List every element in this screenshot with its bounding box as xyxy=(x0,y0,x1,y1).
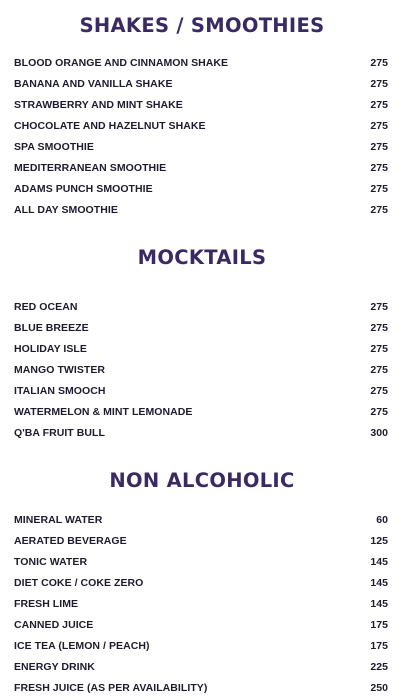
menu-item xyxy=(14,659,388,675)
menu-item-price: 275 xyxy=(370,78,388,90)
menu-item-name: MINERAL WATER xyxy=(14,514,103,526)
section-title: MOCKTAILS xyxy=(137,246,267,269)
section-non-alcoholic xyxy=(0,469,404,493)
menu-item xyxy=(14,425,388,441)
menu-item-price: 275 xyxy=(370,406,388,418)
menu-item-name: ALL DAY SMOOTHIE xyxy=(14,204,118,216)
menu-item xyxy=(14,320,388,336)
menu-item-price: 275 xyxy=(370,343,388,355)
menu-item-price: 125 xyxy=(370,535,388,547)
menu-item xyxy=(14,533,388,549)
menu-item xyxy=(14,202,388,218)
menu-item-price: 275 xyxy=(370,162,388,174)
menu-item-name: ITALIAN SMOOCH xyxy=(14,385,106,397)
section-mocktails xyxy=(0,246,404,270)
menu-item-name: MEDITERRANEAN SMOOTHIE xyxy=(14,162,167,174)
menu-item xyxy=(14,617,388,633)
menu-item-price: 275 xyxy=(370,204,388,216)
menu-item xyxy=(14,139,388,155)
menu-item-price: 145 xyxy=(370,556,388,568)
menu-item xyxy=(14,575,388,591)
menu-item-price: 145 xyxy=(370,577,388,589)
menu-item-name: BLOOD ORANGE AND CINNAMON SHAKE xyxy=(14,57,229,69)
menu-item-price: 225 xyxy=(370,661,388,673)
menu-item-name: HOLIDAY ISLE xyxy=(14,343,87,355)
menu-item xyxy=(14,299,388,315)
menu-item xyxy=(14,118,388,134)
menu-item xyxy=(14,97,388,113)
menu-item-name: MANGO TWISTER xyxy=(14,364,106,376)
menu-item-price: 275 xyxy=(370,385,388,397)
menu-item xyxy=(14,55,388,71)
menu-item-name: BLUE BREEZE xyxy=(14,322,89,334)
menu-item xyxy=(14,383,388,399)
menu-item-name: ADAMS PUNCH SMOOTHIE xyxy=(14,183,153,195)
menu-item-name: Q'BA FRUIT BULL xyxy=(14,427,105,439)
menu-item-name: SPA SMOOTHIE xyxy=(14,141,94,153)
menu-item xyxy=(14,76,388,92)
menu-item-price: 275 xyxy=(370,183,388,195)
menu-item xyxy=(14,341,388,357)
menu-item-name: FRESH LIME xyxy=(14,598,79,610)
menu-item-name: AERATED BEVERAGE xyxy=(14,535,127,547)
menu-item-name: CANNED JUICE xyxy=(14,619,94,631)
menu-item xyxy=(14,181,388,197)
menu-item xyxy=(14,512,388,528)
section-title: SHAKES / SMOOTHIES xyxy=(79,14,325,37)
menu-item xyxy=(14,404,388,420)
menu-item xyxy=(14,680,388,696)
menu-item xyxy=(14,596,388,612)
menu-item xyxy=(14,554,388,570)
menu-item-name: DIET COKE / COKE ZERO xyxy=(14,577,144,589)
menu-item-price: 300 xyxy=(370,427,388,439)
menu-item-name: CHOCOLATE AND HAZELNUT SHAKE xyxy=(14,120,206,132)
menu-item-name: TONIC WATER xyxy=(14,556,88,568)
menu-item-price: 175 xyxy=(370,619,388,631)
menu-item-name: FRESH JUICE (AS PER AVAILABILITY) xyxy=(14,682,208,694)
section-shakes-smoothies xyxy=(0,14,404,38)
menu-item-name: ENERGY DRINK xyxy=(14,661,95,673)
menu-item-name: BANANA AND VANILLA SHAKE xyxy=(14,78,173,90)
menu-item-price: 275 xyxy=(370,364,388,376)
section-title: NON ALCOHOLIC xyxy=(109,469,295,492)
menu-item-name: STRAWBERRY AND MINT SHAKE xyxy=(14,99,183,111)
menu-item-price: 175 xyxy=(370,640,388,652)
menu-item-price: 275 xyxy=(370,99,388,111)
menu-item-price: 275 xyxy=(370,301,388,313)
menu-item-name: WATERMELON & MINT LEMONADE xyxy=(14,406,193,418)
menu-item-name: RED OCEAN xyxy=(14,301,78,313)
menu-item-price: 275 xyxy=(370,322,388,334)
menu-item-name: ICE TEA (LEMON / PEACH) xyxy=(14,640,150,652)
menu-item-price: 60 xyxy=(376,514,388,526)
menu-item-price: 275 xyxy=(370,120,388,132)
menu-item-price: 275 xyxy=(370,141,388,153)
menu-item-price: 250 xyxy=(370,682,388,694)
menu-item xyxy=(14,160,388,176)
menu-item-price: 145 xyxy=(370,598,388,610)
menu-item xyxy=(14,638,388,654)
menu-item-price: 275 xyxy=(370,57,388,69)
menu-item xyxy=(14,362,388,378)
